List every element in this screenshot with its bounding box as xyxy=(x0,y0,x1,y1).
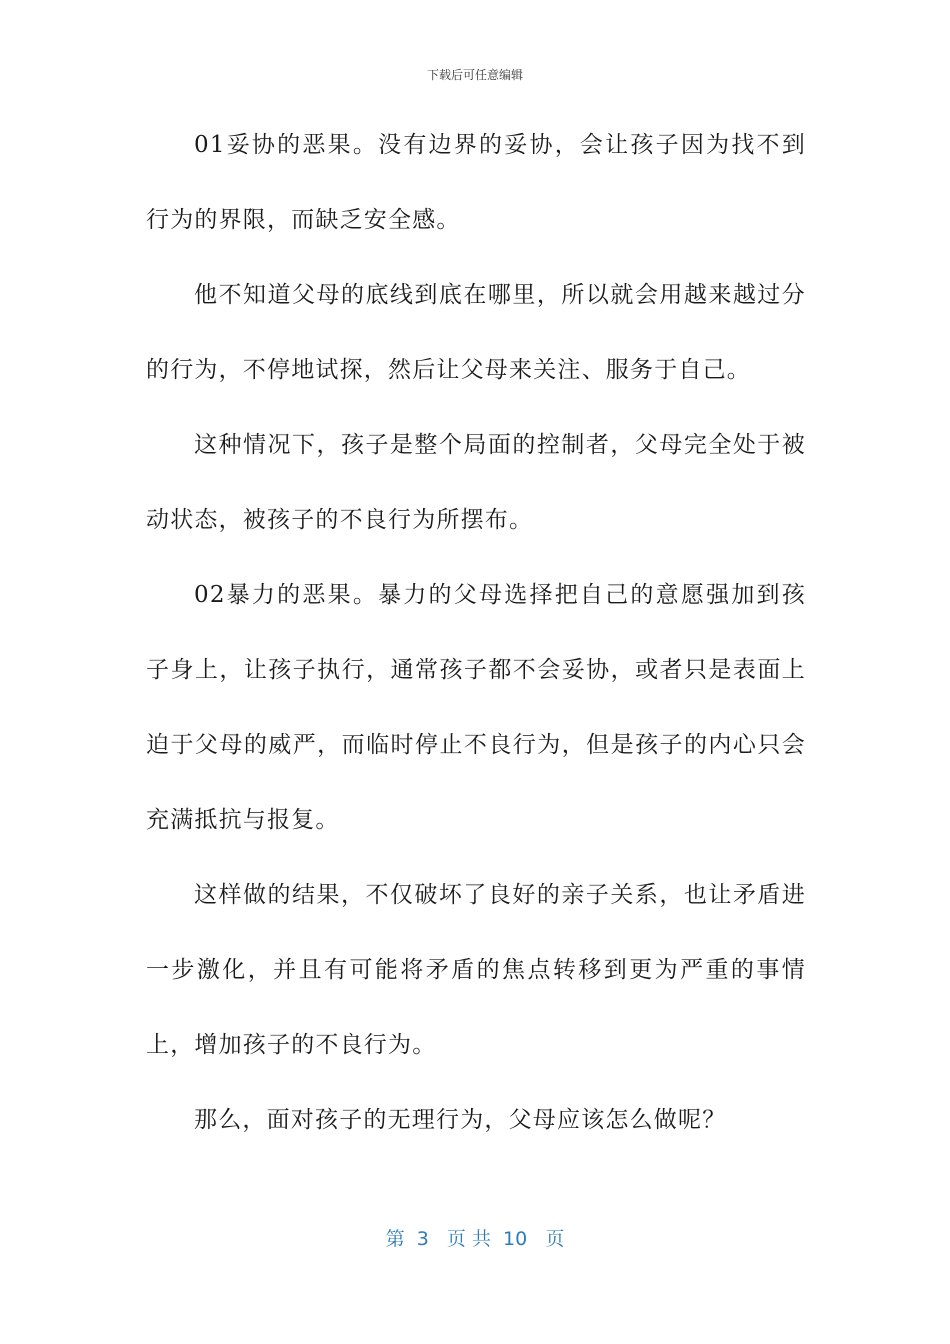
paragraph-2: 他不知道父母的底线到底在哪里，所以就会用越来越过分的行为，不停地试探，然后让父母来关注、服务于自己。 xyxy=(146,282,806,383)
paragraph-3: 这种情况下，孩子是整个局面的控制者，父母完全处于被动状态，被孩子的不良行为所摆布。 xyxy=(146,432,806,533)
paragraph-5: 这样做的结果，不仅破坏了良好的亲子关系，也让矛盾进一步激化，并且有可能将矛盾的焦点转移到更为严重的事情上，增加孩子的不良行为。 xyxy=(146,882,806,1058)
page-number-footer: 第 3 页 共 10 页 xyxy=(385,1228,565,1250)
paragraph-6: 那么，面对孩子的无理行为，父母应该怎么做呢？ xyxy=(194,1107,727,1133)
paragraph-4: 02暴力的恶果。暴力的父母选择把自己的意愿强加到孩子身上，让孩子执行，通常孩子都不会妥协，或者只是表面上迫于父母的威严，而临时停止不良行为，但是孩子的内心只会充满抵抗与报复。 xyxy=(146,582,806,833)
document-body xyxy=(146,108,806,1158)
paragraph-1: 01妥协的恶果。没有边界的妥协，会让孩子因为找不到行为的界限，而缺乏安全感。 xyxy=(146,132,806,233)
page-header: 下载后可任意编辑 xyxy=(426,68,523,82)
